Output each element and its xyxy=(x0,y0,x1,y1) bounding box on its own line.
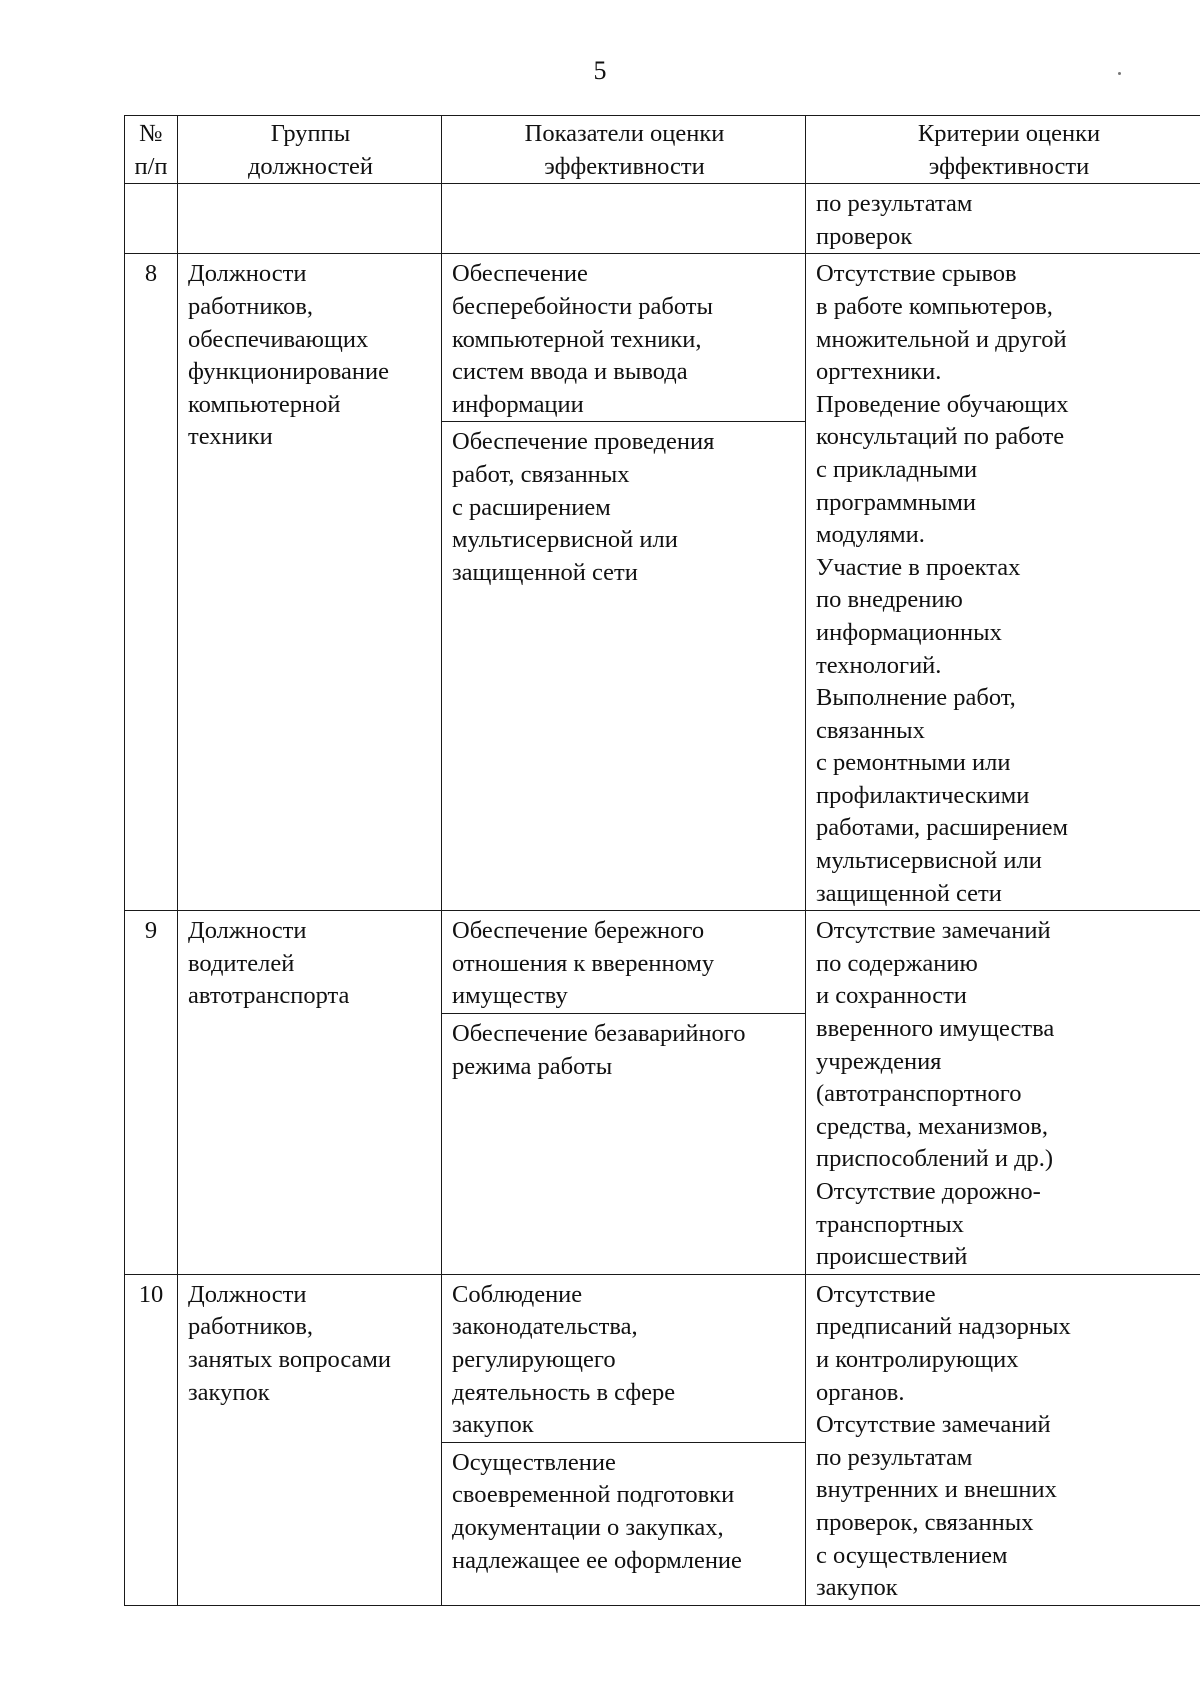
criteria-line: Отсутствие дорожно- xyxy=(816,1178,1041,1205)
criteria-line: информационных xyxy=(816,618,1002,646)
indicator-line: документации о закупках, xyxy=(452,1513,724,1541)
criteria-line: мультисервисной или xyxy=(816,847,1042,875)
group-line: Должности xyxy=(188,917,307,945)
indicator-line: Обеспечение xyxy=(452,260,588,288)
continuation-group-cell xyxy=(178,184,442,254)
table-row-8 xyxy=(125,254,1200,911)
criteria-line: проверок xyxy=(816,222,913,250)
criteria-line: Отсутствие замечаний xyxy=(816,917,1051,945)
criteria-line: профилактическими xyxy=(816,781,1030,809)
criteria-line: связанных xyxy=(816,716,925,744)
indicator-line: деятельность в сфере xyxy=(452,1378,676,1406)
continuation-criteria-cell xyxy=(806,184,1200,254)
group-line: обеспечивающих xyxy=(188,325,369,353)
criteria-line: по внедрению xyxy=(816,586,963,614)
criteria-line: происшествий xyxy=(816,1243,968,1271)
indicator-line: защищенной сети xyxy=(452,558,638,586)
criteria-line: защищенной сети xyxy=(816,879,1002,907)
header-num-line: п/п xyxy=(134,152,168,180)
indicator-item xyxy=(442,421,805,589)
criteria-line: с ремонтными или xyxy=(816,749,1011,777)
row-num: 9 xyxy=(125,911,178,1275)
indicator-line: работ, связанных xyxy=(452,460,630,488)
criteria-cell xyxy=(806,1274,1200,1605)
indicators-cell xyxy=(442,254,806,911)
criteria-line: средства, механизмов, xyxy=(816,1112,1048,1140)
header-criteria-line: эффективности xyxy=(928,152,1090,180)
indicator-line: регулирующего xyxy=(452,1345,616,1373)
table-row-10 xyxy=(125,1274,1200,1605)
indicator-line: информации xyxy=(452,390,584,418)
group-line: работников, xyxy=(188,292,314,320)
criteria-line: в работе компьютеров, xyxy=(816,292,1053,320)
criteria-line: оргтехники. xyxy=(816,358,942,386)
table-header-row xyxy=(125,116,1200,184)
indicator-line: закупок xyxy=(452,1411,534,1439)
indicator-line: своевременной подготовки xyxy=(452,1481,735,1509)
indicator-line: с расширением xyxy=(452,493,611,521)
indicator-item xyxy=(442,911,805,1013)
indicator-item xyxy=(442,1442,805,1577)
criteria-line: вверенного имущества xyxy=(816,1015,1055,1043)
indicator-line: имуществу xyxy=(452,982,568,1010)
group-line: функционирование xyxy=(188,358,389,386)
criteria-line: (автотранспортного xyxy=(816,1080,1022,1108)
header-indicators xyxy=(442,116,806,184)
indicator-line: законодательства, xyxy=(452,1313,638,1341)
indicator-line: бесперебойности работы xyxy=(452,292,713,320)
indicator-line: режима работы xyxy=(452,1052,613,1080)
indicator-item xyxy=(442,1275,805,1442)
group-line: водителей xyxy=(188,949,295,977)
indicator-line: систем ввода и вывода xyxy=(452,358,688,386)
indicator-line: Обеспечение бережного xyxy=(452,917,705,945)
header-indicators-line: эффективности xyxy=(544,152,705,180)
group-line: занятых вопросами xyxy=(188,1345,392,1373)
criteria-line: модулями. xyxy=(816,521,925,549)
criteria-line: технологий. xyxy=(816,651,942,679)
criteria-line: приспособлений и др.) xyxy=(816,1145,1054,1173)
criteria-line: учреждения xyxy=(816,1047,942,1075)
indicator-item xyxy=(442,254,805,421)
indicator-line: отношения к вверенному xyxy=(452,949,715,977)
group-line: автотранспорта xyxy=(188,982,350,1010)
criteria-cell xyxy=(806,911,1200,1275)
continuation-indicators-cell xyxy=(442,184,806,254)
header-group-line: должностей xyxy=(247,152,374,180)
header-criteria xyxy=(806,116,1200,184)
continuation-row xyxy=(125,184,1200,254)
group-line: работников, xyxy=(188,1313,314,1341)
criteria-line: транспортных xyxy=(816,1210,964,1238)
group-line: Должности xyxy=(188,1280,307,1308)
group-cell xyxy=(178,911,442,1275)
scan-dot xyxy=(1118,72,1121,75)
efficiency-criteria-table xyxy=(124,115,1200,1606)
criteria-line: Выполнение работ, xyxy=(816,684,1016,712)
header-indicators-line: Показатели оценки xyxy=(524,120,725,147)
header-num xyxy=(125,116,178,184)
row-num: 10 xyxy=(125,1274,178,1605)
page-number: 5 xyxy=(593,56,607,85)
criteria-line: Отсутствие xyxy=(816,1280,936,1308)
header-group-line: Группы xyxy=(270,120,351,147)
indicator-item xyxy=(442,1013,805,1083)
criteria-line: консультаций по работе xyxy=(816,423,1065,451)
criteria-line: работами, расширением xyxy=(816,814,1068,842)
header-num-line: № xyxy=(139,120,163,147)
header-group xyxy=(178,116,442,184)
indicator-line: надлежащее ее оформление xyxy=(452,1546,742,1574)
indicators-cell xyxy=(442,911,806,1275)
group-line: Должности xyxy=(188,260,307,288)
indicator-line: компьютерной техники, xyxy=(452,325,702,353)
criteria-line: Отсутствие замечаний xyxy=(816,1411,1051,1439)
criteria-line: органов. xyxy=(816,1378,905,1406)
group-line: техники xyxy=(188,423,273,451)
header-criteria-line: Критерии оценки xyxy=(917,120,1101,147)
indicator-line: мультисервисной или xyxy=(452,526,678,554)
criteria-line: множительной и другой xyxy=(816,325,1067,353)
indicator-line: Обеспечение безаварийного xyxy=(452,1020,746,1048)
criteria-line: предписаний надзорных xyxy=(816,1313,1071,1341)
row-num: 8 xyxy=(125,254,178,911)
criteria-line: закупок xyxy=(816,1574,898,1602)
criteria-line: Отсутствие срывов xyxy=(816,260,1017,288)
indicator-line: Осуществление xyxy=(452,1448,616,1476)
criteria-line: с прикладными xyxy=(816,455,978,483)
criteria-line: по содержанию xyxy=(816,949,978,977)
criteria-line: программными xyxy=(816,488,976,516)
indicator-line: Соблюдение xyxy=(452,1280,583,1308)
continuation-num-cell xyxy=(125,184,178,254)
group-line: компьютерной xyxy=(188,390,341,418)
indicators-cell xyxy=(442,1274,806,1605)
group-cell xyxy=(178,254,442,911)
criteria-line: Проведение обучающих xyxy=(816,390,1069,418)
criteria-line: по результатам xyxy=(816,1443,973,1471)
criteria-line: по результатам xyxy=(816,190,973,218)
indicator-line: Обеспечение проведения xyxy=(452,428,715,456)
criteria-line: Участие в проектах xyxy=(816,553,1021,581)
criteria-cell xyxy=(806,254,1200,911)
criteria-line: с осуществлением xyxy=(816,1541,1008,1569)
criteria-line: внутренних и внешних xyxy=(816,1476,1057,1504)
criteria-line: проверок, связанных xyxy=(816,1508,1034,1536)
group-line: закупок xyxy=(188,1378,270,1406)
table-row-9 xyxy=(125,911,1200,1275)
group-cell xyxy=(178,1274,442,1605)
criteria-line: и контролирующих xyxy=(816,1345,1019,1373)
criteria-line: и сохранности xyxy=(816,982,967,1010)
